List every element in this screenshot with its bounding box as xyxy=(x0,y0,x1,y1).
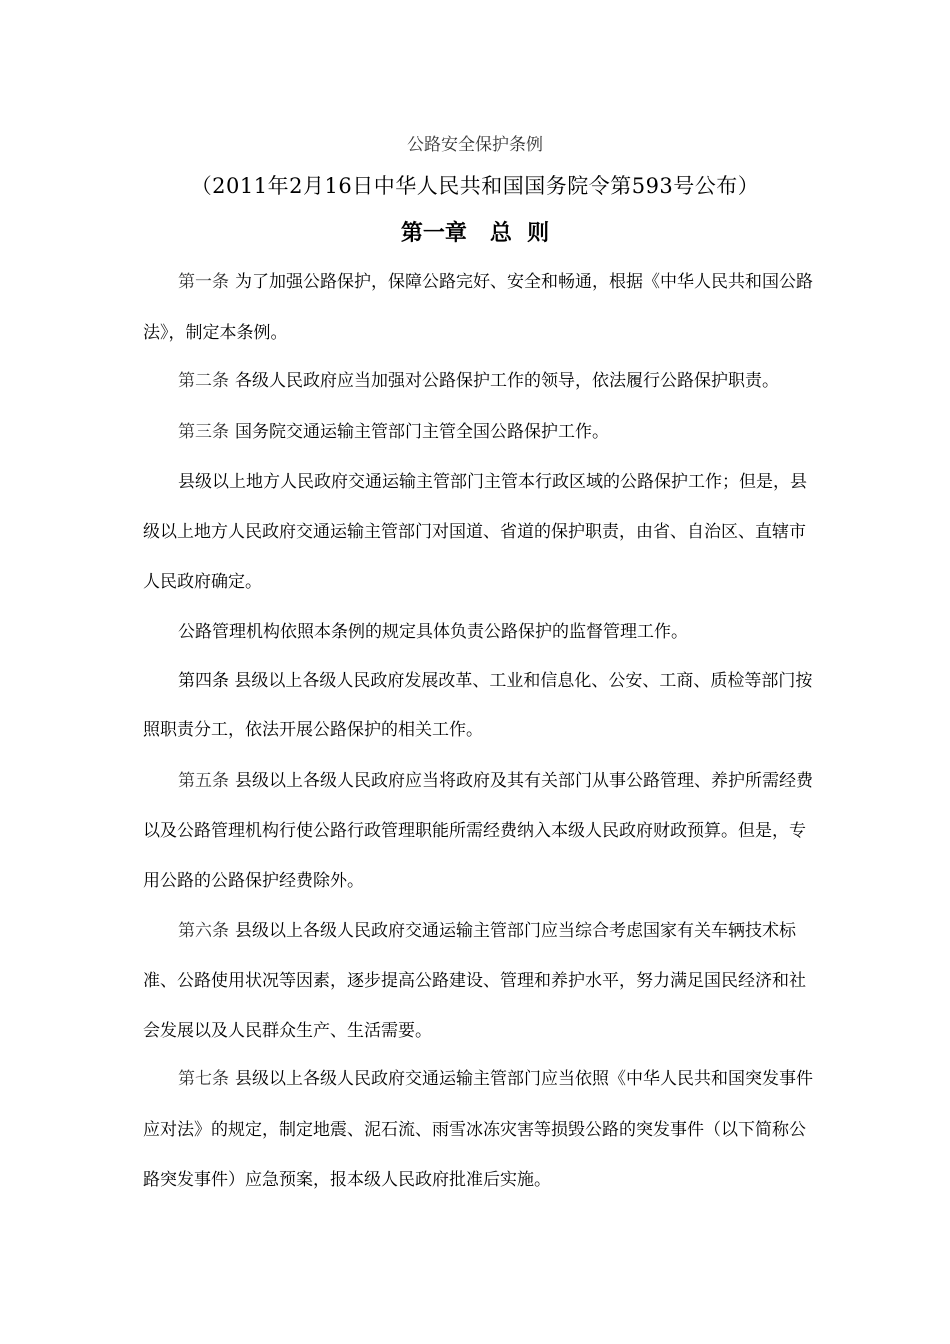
article-5-line-3: 用公路的公路保护经费除外。 xyxy=(143,871,364,891)
article-7-line-2: 应对法》的规定，制定地震、泥石流、雨雪冰冻灾害等损毁公路的突发事件（以下简称公 xyxy=(143,1120,806,1140)
article-3-para-3-line-1: 公路管理机构依照本条例的规定具体负责公路保护的监督管理工作。 xyxy=(178,622,688,642)
article-3-para-2-line-3: 人民政府确定。 xyxy=(143,572,262,592)
article-5-text: 县级以上各级人民政府应当将政府及其有关部门从事公路管理、养护所需经费 xyxy=(235,771,813,791)
article-3-para-2-line-2: 级以上地方人民政府交通运输主管部门对国道、省道的保护职责，由省、自治区、直辖市 xyxy=(143,522,806,542)
article-1-text: 为了加强公路保护，保障公路完好、安全和畅通，根据《中华人民共和国公路 xyxy=(235,272,813,292)
article-2-line-1 xyxy=(178,369,779,393)
document-subtitle: （2011年2月16日中华人民共和国国务院令第593号公布） xyxy=(190,174,760,198)
article-3-para-2-line-1: 县级以上地方人民政府交通运输主管部门主管本行政区域的公路保护工作；但是，县 xyxy=(178,472,807,492)
article-5-line-1 xyxy=(178,769,813,793)
article-7-text: 县级以上各级人民政府交通运输主管部门应当依照《中华人民共和国突发事件 xyxy=(235,1069,813,1089)
article-2-text: 各级人民政府应当加强对公路保护工作的领导，依法履行公路保护职责。 xyxy=(235,371,779,391)
article-6-line-3: 会发展以及人民群众生产、生活需要。 xyxy=(143,1021,432,1041)
article-7-label: 第七条 xyxy=(178,1069,229,1089)
article-5-line-2: 以及公路管理机构行使公路行政管理职能所需经费纳入本级人民政府财政预算。但是，专 xyxy=(143,821,806,841)
article-6-label: 第六条 xyxy=(178,921,229,941)
article-1-line-2: 法》，制定本条例。 xyxy=(143,323,288,343)
article-6-line-1 xyxy=(178,919,796,943)
document-title: 公路安全保护条例 xyxy=(407,135,543,155)
article-4-line-1: 第四条 县级以上各级人民政府发展改革、工业和信息化、公安、工商、质检等部门按 xyxy=(178,671,813,691)
article-6-line-2: 准、公路使用状况等因素，逐步提高公路建设、管理和养护水平，努力满足国民经济和社 xyxy=(143,971,806,991)
article-3-text: 国务院交通运输主管部门主管全国公路保护工作。 xyxy=(235,422,609,442)
article-7-line-3: 路突发事件）应急预案，报本级人民政府批准后实施。 xyxy=(143,1170,551,1190)
article-5-label: 第五条 xyxy=(178,771,229,791)
article-6-text: 县级以上各级人民政府交通运输主管部门应当综合考虑国家有关车辆技术标 xyxy=(235,921,796,941)
article-2-label: 第二条 xyxy=(178,371,229,391)
article-1-label: 第一条 xyxy=(178,272,229,292)
article-1-line-1 xyxy=(178,270,813,294)
article-7-line-1 xyxy=(178,1067,813,1091)
article-4-line-2: 照职责分工，依法开展公路保护的相关工作。 xyxy=(143,720,483,740)
article-3-line-1 xyxy=(178,420,609,444)
chapter-heading: 第一章 总 则 xyxy=(400,221,550,246)
article-3-label: 第三条 xyxy=(178,422,229,442)
